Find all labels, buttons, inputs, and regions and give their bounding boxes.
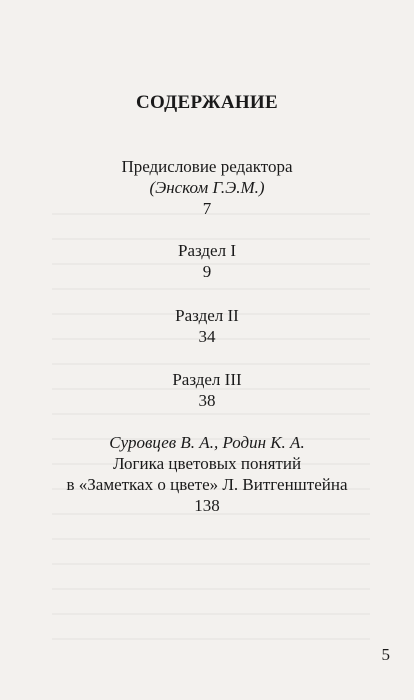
toc-entry-label: Предисловие редактора [121, 157, 293, 176]
toc-entry-page: 7 [202, 199, 212, 218]
toc-entry-author: Суровцев В. А., Родин К. А. [109, 433, 305, 452]
toc-entry-article [0, 432, 414, 516]
toc-entry-section-2 [0, 305, 414, 347]
toc-entry-label-line-1: Логика цветовых понятий [112, 454, 302, 473]
toc-entry-label: Раздел II [175, 306, 239, 325]
page-title: СОДЕРЖАНИЕ [136, 92, 278, 113]
toc-entry-label-line-2: в «Заметках о цвете» Л. Витгенштейна [66, 475, 348, 494]
toc-entry-label: Раздел I [178, 241, 236, 260]
toc-entry-section-3 [0, 369, 414, 411]
toc-entry-preface [0, 156, 414, 219]
toc-entry-label: Раздел III [172, 370, 242, 389]
toc-entry-author: (Энском Г.Э.М.) [149, 178, 265, 197]
toc-entry-page: 138 [194, 496, 220, 515]
toc-entry-page: 38 [198, 391, 216, 410]
toc-entry-page: 9 [202, 262, 212, 281]
toc-entry-section-1 [0, 240, 414, 282]
page-number: 5 [381, 645, 390, 664]
toc-entry-page: 34 [198, 327, 216, 346]
